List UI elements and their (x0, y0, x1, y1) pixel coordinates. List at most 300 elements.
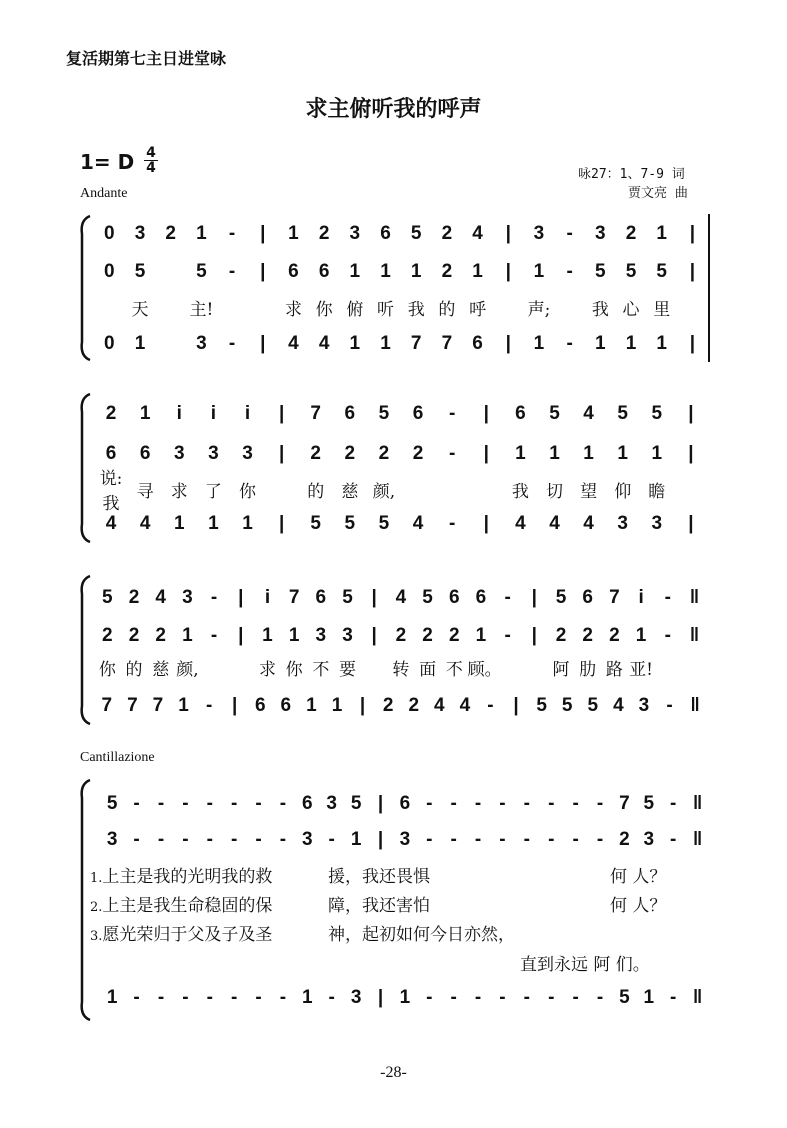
note: 6 (472, 333, 483, 354)
lyric-syllable: 肋 (579, 659, 597, 680)
note: 3 (173, 443, 185, 464)
note: 4 (395, 587, 407, 608)
lyric-syllable: 慈 (341, 481, 359, 502)
page-number: -28- (380, 1064, 407, 1081)
note: 2 (609, 625, 620, 646)
note: 2 (555, 625, 567, 646)
lyrics-credit: 咏27：1、7-9 词 (578, 167, 685, 182)
verse-1: 1.上主是我的光明我的救 (90, 867, 273, 887)
note: 4 (288, 333, 299, 354)
lyric-syllable: 俯 (346, 299, 364, 320)
note: 2 (408, 695, 420, 716)
note: 1 (173, 513, 185, 534)
lyric-syllable: 听 (377, 299, 395, 320)
soprano-row (76, 220, 716, 248)
note: 6 (280, 695, 292, 716)
note: 3 (643, 829, 655, 850)
note: 3 (302, 829, 313, 850)
note: 2 (310, 443, 321, 464)
note: - (596, 829, 604, 850)
barline: | (689, 261, 696, 282)
note: - (157, 987, 165, 1008)
note: - (474, 987, 482, 1008)
note: 1 (288, 223, 299, 244)
lyric-syllable: 的 (125, 659, 143, 680)
note: - (504, 625, 511, 646)
note: 6 (344, 403, 356, 424)
note: 3 (182, 587, 193, 608)
cantillazione-label: Cantillazione (80, 750, 155, 765)
note: - (133, 793, 140, 814)
note: 2 (128, 587, 140, 608)
note: - (230, 987, 238, 1008)
note: 2 (582, 625, 593, 646)
note: 5 (102, 587, 113, 608)
note: - (572, 829, 579, 850)
note: 5 (625, 261, 637, 282)
note: - (523, 829, 530, 850)
note: 5 (378, 403, 390, 424)
lyric-syllable: 望 (580, 481, 598, 502)
note: - (499, 829, 506, 850)
lyric-syllable: 心 (622, 299, 640, 320)
soprano-row (76, 400, 716, 428)
note: 3 (399, 829, 411, 850)
barline: | (377, 793, 384, 814)
note: 2 (102, 625, 113, 646)
note: 1 (380, 261, 391, 282)
note: 2 (422, 625, 433, 646)
note: 1 (208, 513, 219, 534)
note: 1 (380, 333, 391, 354)
note: 3 (350, 987, 362, 1008)
note: - (670, 987, 677, 1008)
lyric-syllable: 路 (605, 659, 623, 680)
note: 4 (459, 695, 471, 716)
lyric-syllable: 面 (419, 659, 437, 680)
note: 4 (105, 513, 117, 534)
note: - (596, 987, 604, 1008)
note: 1 (350, 829, 362, 850)
barline: | (505, 223, 511, 244)
note: - (255, 829, 262, 850)
header-label: 复活期第七主日进堂咏 (66, 49, 227, 68)
note: 0 (104, 223, 115, 244)
barline: | (377, 829, 384, 850)
barline: ‖ (689, 625, 700, 646)
note: 3 (134, 223, 146, 244)
note: 6 (254, 695, 266, 716)
note: - (450, 829, 457, 850)
note: 1 (349, 333, 361, 354)
note: 5 (378, 513, 390, 534)
note: 2 (318, 223, 330, 244)
lyric-syllable: 转 (392, 659, 410, 680)
bass-row (76, 330, 716, 358)
note: - (666, 695, 673, 716)
barline: | (238, 587, 244, 608)
note: 5 (196, 261, 207, 282)
lyric-syllable: 里 (653, 299, 671, 320)
lyric-syllable: 求 (170, 481, 188, 502)
time-signature-denominator: 4 (146, 160, 156, 176)
lyric-syllable: 仰 (614, 481, 632, 502)
verse-3-cont: 神，起初如何今日亦然， (328, 925, 515, 945)
note: 2 (382, 695, 394, 716)
note: - (548, 987, 555, 1008)
note: 5 (595, 261, 606, 282)
note: - (499, 987, 506, 1008)
note: 2 (105, 403, 117, 424)
note: 3 (106, 829, 118, 850)
lyrics-row (76, 654, 716, 680)
note: 1 (242, 513, 253, 534)
note: 4 (434, 695, 445, 716)
lyric-syllable: 天 (131, 299, 149, 320)
lyric-syllable: 说:我 (99, 469, 123, 514)
score-system-3 (76, 574, 716, 726)
bass-row (76, 510, 716, 538)
barline: | (238, 625, 244, 646)
note: 2 (441, 223, 453, 244)
note: 3 (208, 443, 219, 464)
note: 3 (617, 513, 628, 534)
score-system-1 (76, 214, 716, 362)
lyric-syllable: 寻 (136, 481, 154, 502)
lyric-syllable: 顾。 (467, 659, 502, 680)
note: 4 (583, 513, 594, 534)
note: 5 (643, 793, 655, 814)
note: - (450, 987, 457, 1008)
note: 1 (306, 695, 317, 716)
note: - (228, 261, 236, 282)
note: 1 (643, 987, 655, 1008)
lyric-syllable: 瞻 (648, 481, 666, 502)
note: 2 (378, 443, 390, 464)
lyric-syllable: 颜, (176, 659, 199, 680)
note: 4 (613, 695, 624, 716)
note: 4 (412, 513, 424, 534)
note: 5 (587, 695, 599, 716)
note: - (206, 793, 213, 814)
note: 5 (106, 793, 118, 814)
note: 5 (344, 513, 356, 534)
note: 7 (288, 587, 300, 608)
lyric-syllable: 慈 (152, 659, 170, 680)
note: - (566, 261, 573, 282)
score-system-2 (76, 392, 716, 544)
note: 6 (515, 403, 526, 424)
lyric-syllable: 亚! (629, 659, 654, 680)
verse-3: 3.愿光荣归于父及子及圣 (90, 925, 273, 945)
note: 1 (656, 223, 667, 244)
note: 5 (619, 987, 630, 1008)
note: 2 (619, 829, 630, 850)
note: 3 (242, 443, 253, 464)
barline: | (232, 695, 238, 716)
lyric-syllable: 你 (98, 659, 116, 680)
lyric-syllable: 不 (445, 659, 463, 680)
note: 6 (315, 587, 327, 608)
note: 1 (262, 625, 273, 646)
note: i (210, 403, 217, 424)
note: 4 (472, 223, 483, 244)
note: 2 (165, 223, 176, 244)
barline: | (505, 333, 511, 354)
note: 5 (536, 695, 547, 716)
lyric-syllable: 声; (527, 299, 551, 320)
note: 1 (595, 333, 606, 354)
time-signature-numerator: 4 (144, 146, 158, 161)
note: 5 (617, 403, 628, 424)
barline: ‖ (692, 987, 703, 1008)
note: 4 (515, 513, 526, 534)
note: - (566, 333, 573, 354)
barline: | (371, 587, 377, 608)
note: 6 (380, 223, 391, 244)
note: 1 (134, 333, 146, 354)
lyric-syllable: 切 (545, 481, 563, 502)
note: i (244, 403, 251, 424)
note: - (426, 987, 433, 1008)
barline: | (531, 625, 537, 646)
note: - (448, 403, 456, 424)
note: 6 (302, 793, 313, 814)
barline: | (483, 403, 489, 424)
page-title: 求主俯听我的呼声 (305, 96, 482, 122)
barline: | (278, 513, 285, 534)
note: 4 (155, 587, 166, 608)
note: - (548, 829, 555, 850)
barline: ‖ (690, 695, 700, 716)
lyric-syllable: 的 (307, 481, 325, 502)
note: 5 (350, 793, 362, 814)
key-signature: 1= D (80, 150, 135, 174)
bass-row (76, 984, 716, 1012)
note: 1 (515, 443, 526, 464)
note: 6 (399, 793, 411, 814)
lyric-syllable: 我 (591, 299, 609, 320)
alto-row (76, 258, 716, 286)
note: 6 (582, 587, 593, 608)
note: - (548, 793, 555, 814)
note: - (230, 793, 238, 814)
note: 1 (410, 261, 422, 282)
note: - (499, 793, 506, 814)
note: - (448, 443, 456, 464)
note: 6 (139, 443, 151, 464)
note: 6 (288, 261, 299, 282)
note: - (426, 829, 433, 850)
note: 5 (651, 403, 663, 424)
note: 6 (448, 587, 460, 608)
note: 5 (410, 223, 422, 244)
note: 3 (595, 223, 606, 244)
note: 1 (196, 223, 207, 244)
note: - (566, 223, 573, 244)
barline: | (260, 223, 266, 244)
barline: ‖ (692, 829, 703, 850)
note: 1 (635, 625, 647, 646)
note: 3 (638, 695, 650, 716)
cantillazione-system (76, 778, 716, 1022)
note: 5 (310, 513, 321, 534)
note: - (664, 587, 671, 608)
barline: | (483, 513, 489, 534)
soprano-row (76, 584, 716, 612)
note: 7 (441, 333, 453, 354)
note: 4 (139, 513, 151, 534)
note: 6 (105, 443, 117, 464)
note: - (182, 987, 189, 1008)
note: - (572, 987, 579, 1008)
barline: ‖ (689, 587, 700, 608)
note: - (450, 793, 457, 814)
note: 3 (326, 793, 337, 814)
lyric-syllable: 要 (339, 659, 357, 680)
note: 1 (533, 333, 545, 354)
note: 5 (656, 261, 667, 282)
note: - (182, 793, 189, 814)
note: 4 (318, 333, 330, 354)
note: - (206, 987, 213, 1008)
note: 2 (412, 443, 424, 464)
lyric-syllable: 你 (285, 659, 303, 680)
note: 2 (344, 443, 356, 464)
note: - (328, 987, 335, 1008)
note: 5 (342, 587, 353, 608)
note: 1 (583, 443, 594, 464)
note: 1 (178, 695, 189, 716)
note: - (228, 223, 236, 244)
note: 1 (475, 625, 487, 646)
note: 1 (288, 625, 300, 646)
barline: | (689, 223, 696, 244)
barline: ‖ (692, 793, 703, 814)
barline: | (371, 625, 377, 646)
note: i (638, 587, 644, 608)
note: - (523, 793, 530, 814)
verse-2: 2.上主是我生命稳固的保 (90, 896, 273, 916)
lyrics-row (76, 294, 716, 320)
note: 1 (139, 403, 151, 424)
barline: | (688, 513, 694, 534)
note: 1 (182, 625, 193, 646)
lyrics-row (76, 469, 716, 514)
note: 7 (310, 403, 321, 424)
soprano-row (76, 790, 716, 818)
note: 5 (134, 261, 146, 282)
note: 7 (619, 793, 630, 814)
note: - (279, 829, 287, 850)
note: - (474, 829, 482, 850)
barline: | (260, 261, 266, 282)
note: - (474, 793, 482, 814)
note: - (230, 829, 238, 850)
note: - (228, 333, 236, 354)
alto-row (76, 826, 716, 854)
note: - (487, 695, 494, 716)
note: - (664, 625, 671, 646)
note: 2 (441, 261, 453, 282)
note: 1 (399, 987, 411, 1008)
note: 1 (617, 443, 628, 464)
note: - (279, 987, 287, 1008)
note: - (504, 587, 511, 608)
barline: | (260, 333, 266, 354)
note: 3 (196, 333, 207, 354)
note: - (182, 829, 189, 850)
note: 3 (349, 223, 361, 244)
alto-row (76, 622, 716, 650)
note: - (572, 793, 579, 814)
note: - (279, 793, 287, 814)
note: - (210, 625, 218, 646)
lyric-syllable: 呼 (469, 299, 487, 320)
note: 3 (533, 223, 545, 244)
lyric-syllable: 你 (315, 299, 333, 320)
verse-1-cont: 援，我还畏惧 (328, 867, 430, 887)
lyric-syllable: 求 (284, 299, 302, 320)
note: - (328, 829, 335, 850)
note: 5 (549, 403, 560, 424)
lyric-syllable: 颜, (372, 481, 396, 502)
barline: | (513, 695, 519, 716)
note: - (523, 987, 530, 1008)
note: 4 (549, 513, 560, 534)
note: 2 (395, 625, 407, 646)
note: 1 (656, 333, 667, 354)
bass-row (76, 692, 716, 720)
tempo-marking: Andante (80, 186, 128, 201)
note: - (133, 829, 140, 850)
barline: | (278, 403, 285, 424)
note: 1 (651, 443, 663, 464)
note: - (206, 829, 213, 850)
amen-line: 直到永远 阿 们。 (520, 955, 650, 975)
note: 1 (533, 261, 545, 282)
verse-2-cont: 障，我还害怕 (328, 896, 430, 916)
barline: | (505, 261, 511, 282)
note: 2 (625, 223, 637, 244)
note: i (264, 587, 271, 608)
note: 3 (651, 513, 663, 534)
lyric-syllable: 我 (511, 481, 529, 502)
lyric-syllable: 我 (407, 299, 425, 320)
note: 0 (104, 333, 115, 354)
note: 2 (448, 625, 460, 646)
note: 1 (106, 987, 118, 1008)
barline: | (689, 333, 696, 354)
barline: | (377, 987, 384, 1008)
note: - (133, 987, 140, 1008)
note: 5 (561, 695, 573, 716)
note: 6 (475, 587, 487, 608)
note: 5 (422, 587, 433, 608)
lyric-syllable: 阿 (552, 659, 570, 680)
barline: | (688, 403, 694, 424)
note: 7 (410, 333, 422, 354)
note: 4 (583, 403, 594, 424)
note: - (448, 513, 456, 534)
note: 0 (104, 261, 115, 282)
note: - (157, 829, 165, 850)
lyric-syllable: 了 (204, 481, 222, 502)
note: - (205, 695, 213, 716)
note: 7 (609, 587, 620, 608)
verse-1-end: 何 人？ (610, 867, 667, 887)
note: 7 (152, 695, 164, 716)
